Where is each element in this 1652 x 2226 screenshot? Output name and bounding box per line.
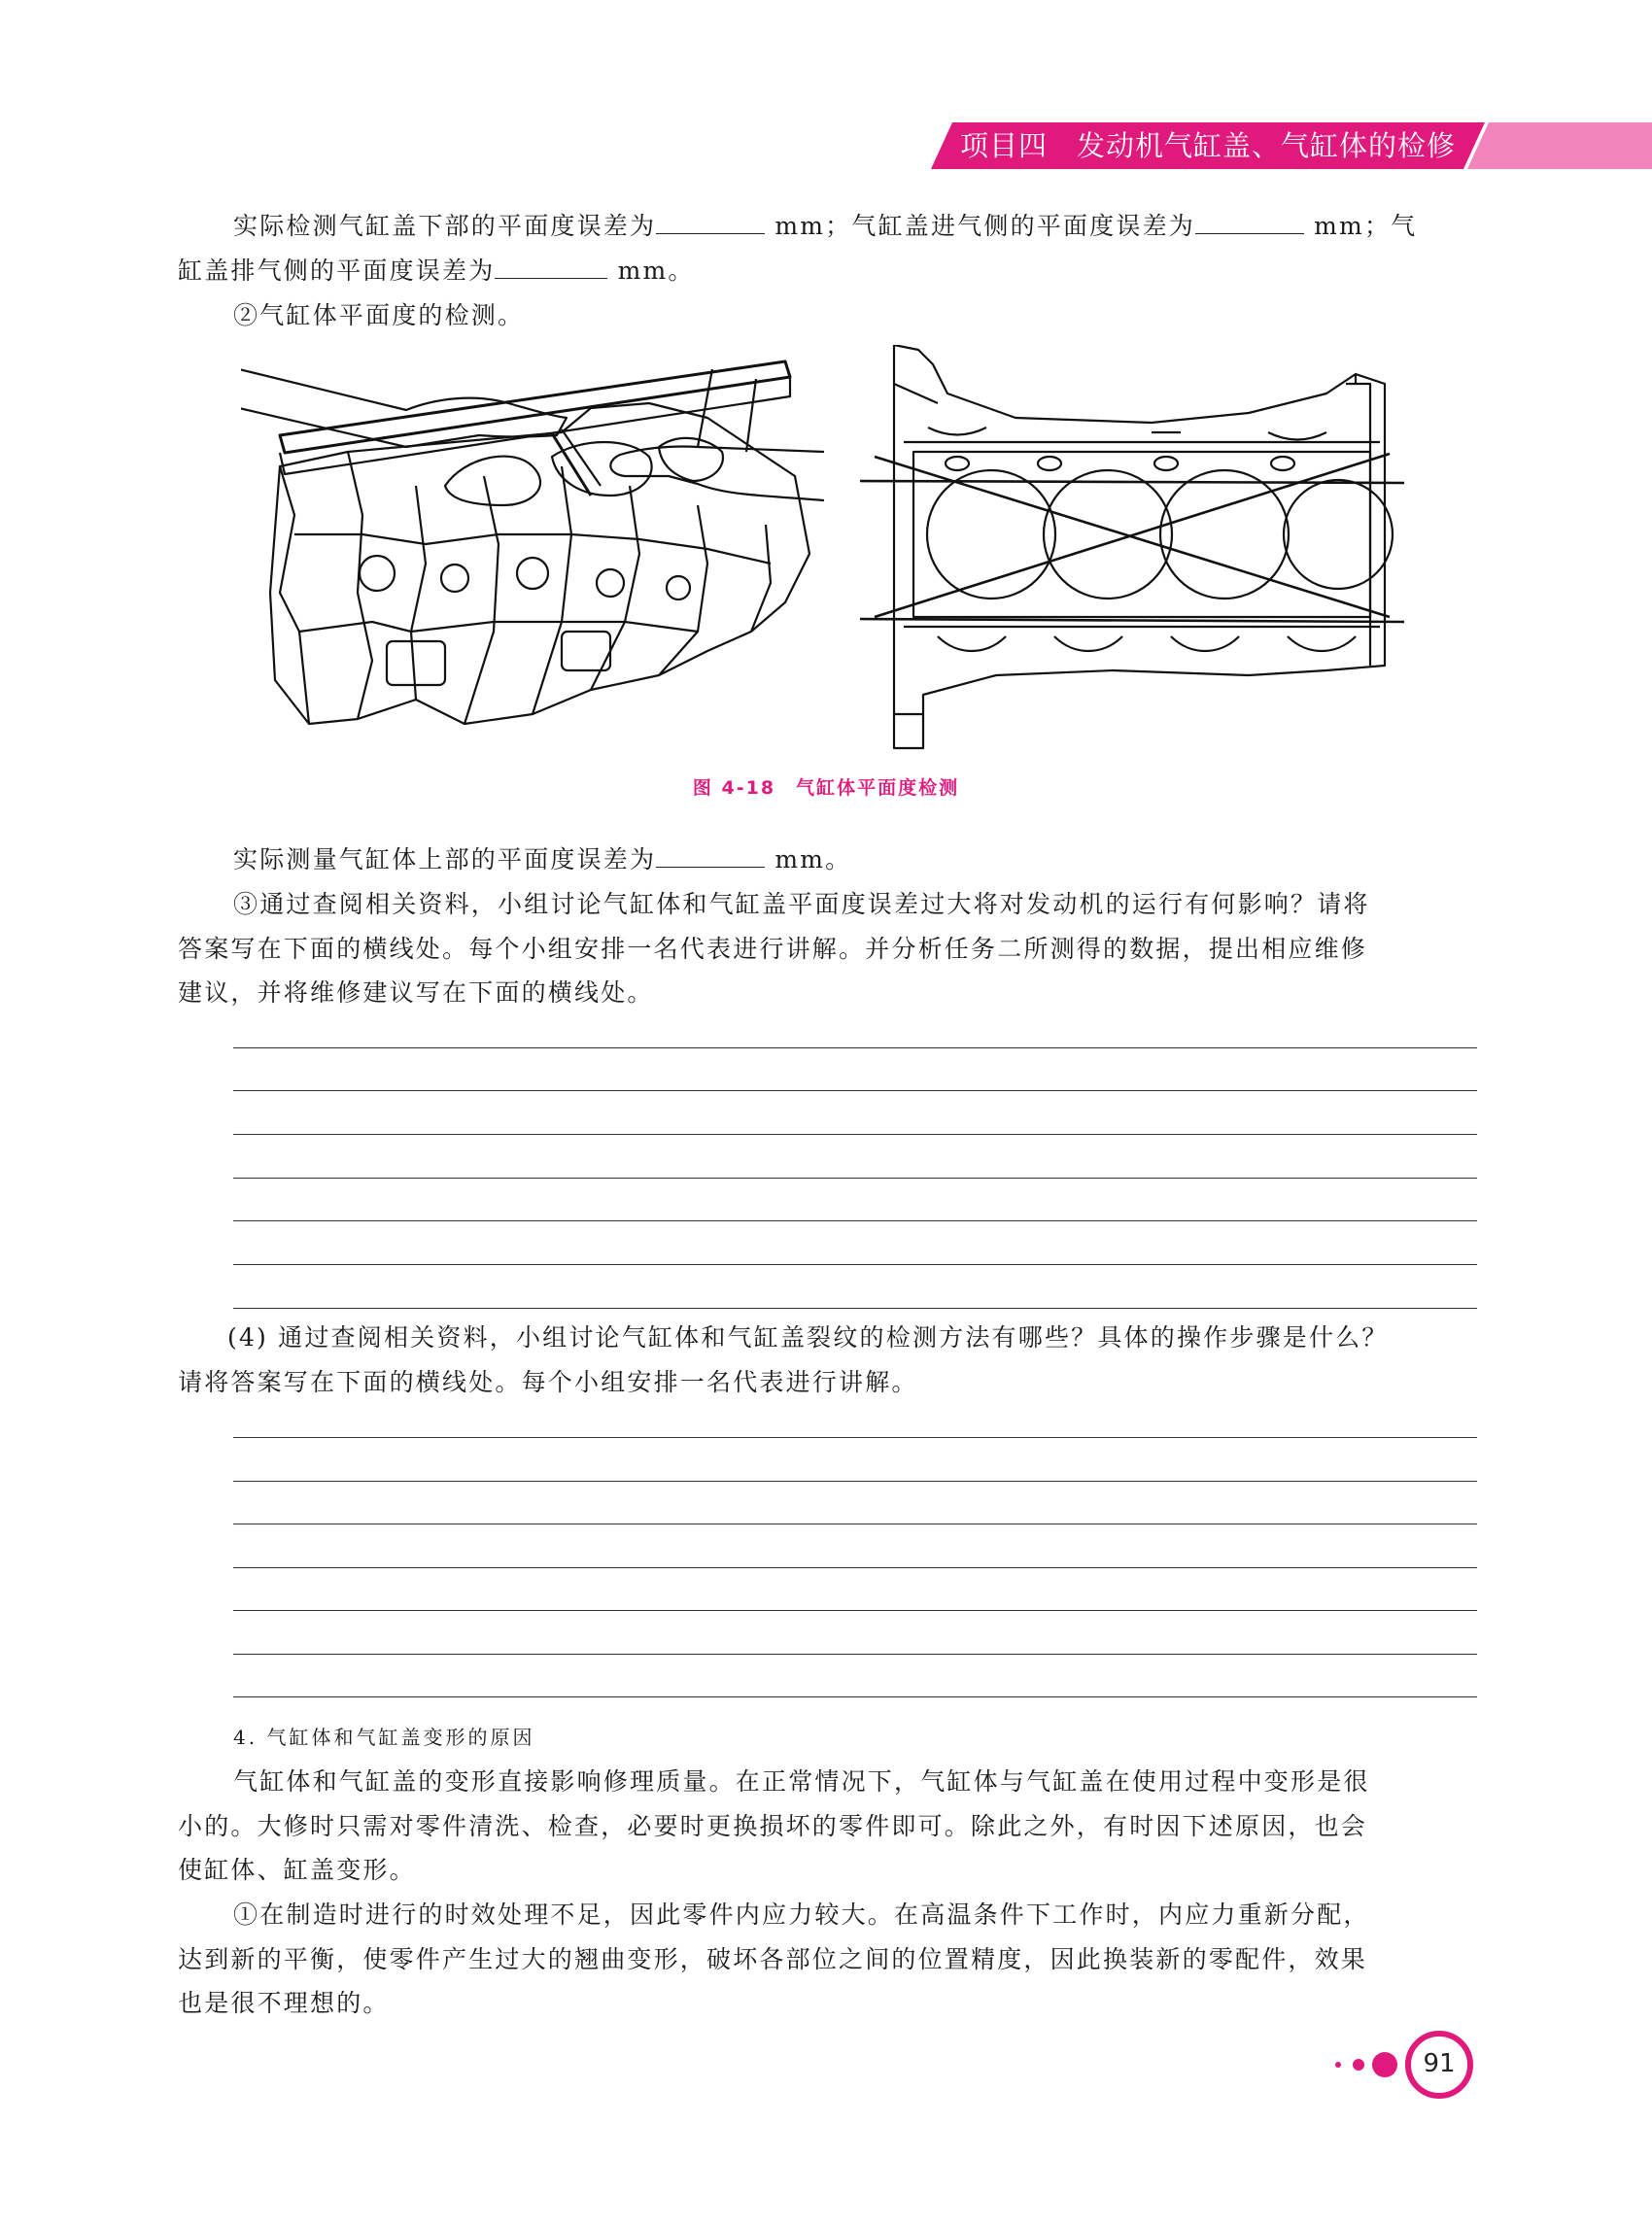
answer-line[interactable] [233,1437,1477,1438]
text-segment: mm；气缸盖进气侧的平面度误差为 [774,212,1195,240]
decor-dot-large [1372,2052,1397,2077]
answer-line[interactable] [233,1047,1477,1048]
measurement-line-2 [178,253,695,290]
section-4-para-2-line-2: 达到新的平衡，使零件产生过大的翘曲变形，破坏各部位之间的位置精度，因此换装新的零配件，效果 [178,1945,1368,1973]
section-4-para-1-line-2: 小的。大修时只需对零件清洗、检查，必要时更换损坏的零件即可。除此之外，有时因下述原因，也会 [178,1812,1368,1840]
measurement-line-1 [233,208,1417,245]
section-4-para-2-line-3: 也是很不理想的。 [178,1989,390,2017]
question-4-line-2: 请将答案写在下面的横线处。每个小组安排一名代表进行讲解。 [178,1368,918,1396]
answer-blank[interactable] [495,253,607,279]
answer-line[interactable] [233,1696,1477,1697]
answer-blank[interactable] [656,208,765,234]
page-number: 91 [1405,2031,1473,2099]
step-3-line-1: ③通过查阅相关资料，小组讨论气缸体和气缸盖平面度误差过大将对发动机的运行有何影响？请将 [233,890,1370,918]
answer-line[interactable] [233,1481,1477,1482]
engine-block-straightedge-illustration [241,340,824,758]
text-segment: mm；气 [1314,212,1418,240]
question-4-line-1: (4) 通过查阅相关资料，小组讨论气缸体和气缸盖裂纹的检测方法有哪些？具体的操作步骤是什么？ [227,1323,1389,1352]
answer-line[interactable] [233,1134,1477,1135]
answer-line[interactable] [233,1610,1477,1611]
answer-line[interactable] [233,1220,1477,1221]
answer-blank[interactable] [656,841,765,868]
step-2-heading: ②气缸体平面度的检测。 [233,301,525,329]
answer-line[interactable] [233,1090,1477,1091]
section-4-para-2-line-1: ①在制造时进行的时效处理不足，因此零件内应力较大。在高温条件下工作时，内应力重新分配， [233,1901,1370,1929]
step-3-line-3: 建议，并将维修建议写在下面的横线处。 [178,978,654,1007]
text-segment: 实际检测气缸盖下部的平面度误差为 [233,212,657,240]
section-4-title: 4. 气缸体和气缸盖变形的原因 [233,1726,535,1749]
answer-line[interactable] [233,1308,1477,1309]
chapter-title: 项目四 发动机气缸盖、气缸体的检修 [960,129,1457,162]
answer-line[interactable] [233,1654,1477,1655]
cylinder-block-top-view-diagram [860,345,1404,753]
answer-line[interactable] [233,1178,1477,1179]
step-3-line-2: 答案写在下面的横线处。每个小组安排一名代表进行讲解。并分析任务二所测得的数据，提出相应维修 [178,935,1368,963]
text-segment: mm。 [774,845,852,873]
section-4-para-1-line-3: 使缸体、缸盖变形。 [178,1856,416,1884]
answer-blank[interactable] [1195,208,1304,234]
text-segment: 缸盖排气侧的平面度误差为 [178,257,496,285]
chapter-banner-tail [1467,122,1652,169]
text-segment: mm。 [617,257,695,285]
decor-dot-medium [1353,2059,1364,2071]
text-segment: 实际测量气缸体上部的平面度误差为 [233,845,657,873]
decor-dot-small [1335,2062,1341,2068]
answer-line[interactable] [233,1567,1477,1568]
figure-caption: 图 4-18 气缸体平面度检测 [692,777,960,799]
answer-line[interactable] [233,1264,1477,1265]
measurement-line-3 [233,841,851,878]
section-4-para-1-line-1: 气缸体和气缸盖的变形直接影响修理质量。在正常情况下，气缸体与气缸盖在使用过程中变形是很 [233,1767,1370,1796]
